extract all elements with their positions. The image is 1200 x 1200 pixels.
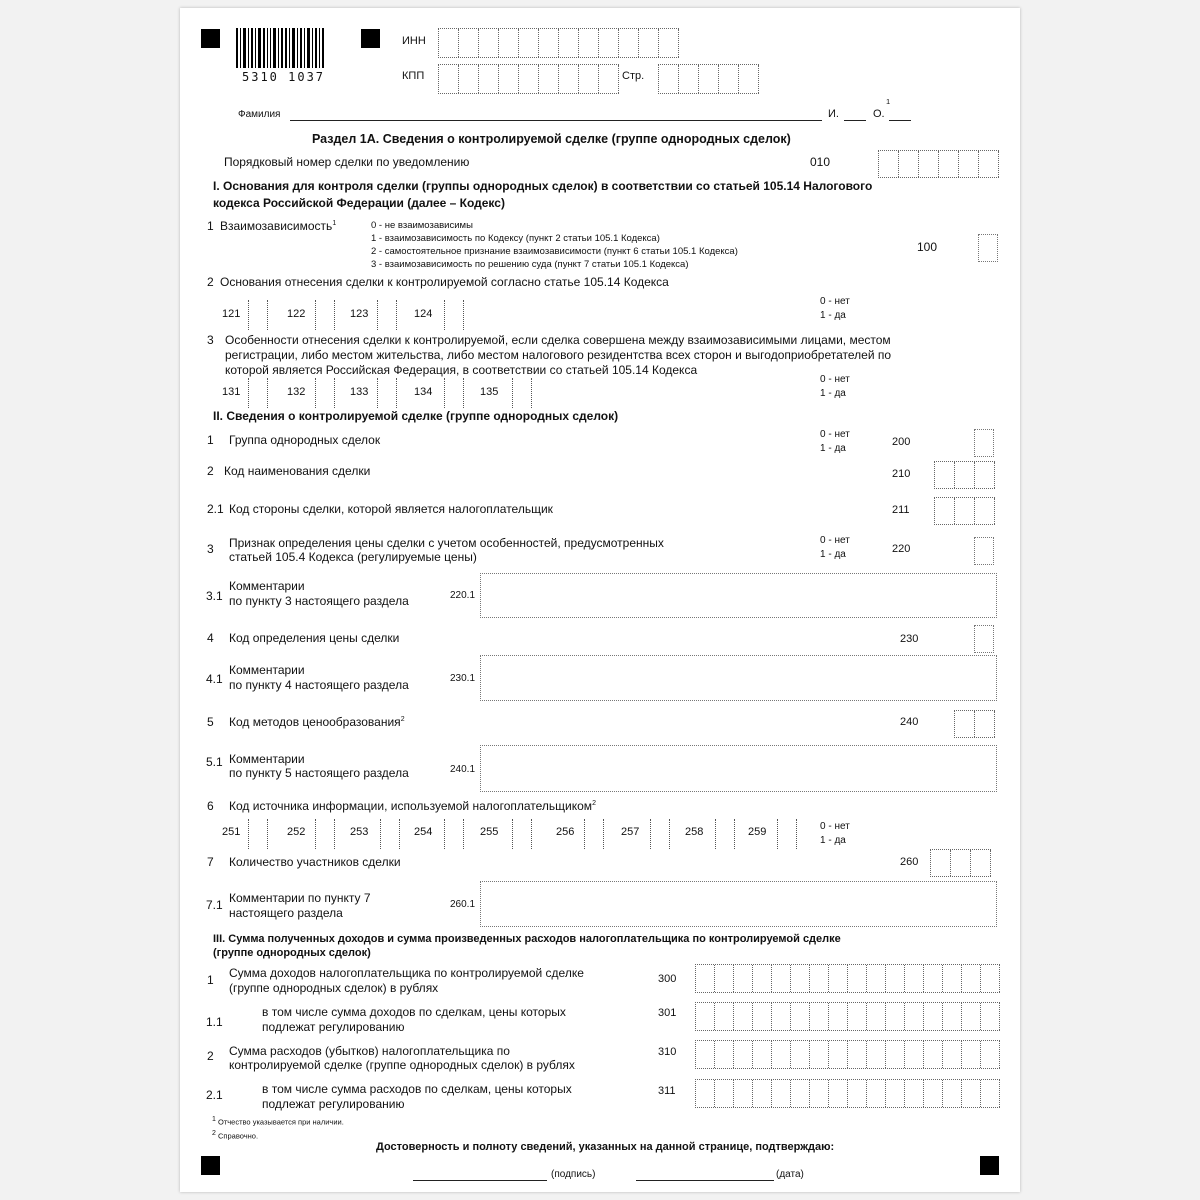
r6-field-258[interactable]	[715, 819, 735, 849]
p3-row0-number: 1	[207, 973, 214, 987]
date-field[interactable]	[636, 1180, 774, 1181]
q1-code: 100	[917, 240, 938, 254]
q3-code-131: 131	[222, 386, 241, 398]
kpp-label: КПП	[402, 70, 425, 82]
q2-code-123: 123	[350, 308, 369, 320]
p3-row2-amount-field[interactable]	[695, 1040, 1000, 1069]
surname-label: Фамилия	[238, 109, 281, 120]
r6-field-255[interactable]	[512, 819, 532, 849]
p3-row2-code: 310	[658, 1046, 677, 1058]
barcode	[236, 28, 326, 68]
r7-code: 260	[900, 856, 919, 868]
section-title: Раздел 1А. Сведения о контролируемой сделке (группе однородных сделок)	[312, 132, 791, 146]
r6-code-255: 255	[480, 826, 499, 838]
date-label: (дата)	[776, 1169, 804, 1180]
r6-field-252[interactable]	[315, 819, 335, 849]
r21-code: 211	[892, 504, 910, 516]
r31-comment-field[interactable]	[480, 573, 997, 618]
barcode-number: 5310 1037	[242, 70, 326, 84]
confirmation-text: Достоверность и полноту сведений, указанных на данной странице, подтверждаю:	[376, 1141, 835, 1153]
r3-legend-no: 0 - нет	[820, 535, 850, 546]
p3-row0-line1: Сумма доходов налогоплательщика по контролируемой сделке	[229, 966, 584, 980]
r2-field[interactable]	[934, 461, 995, 489]
r4-field[interactable]	[974, 625, 994, 653]
part2-title: II. Сведения о контролируемой сделке (группе однородных сделок)	[213, 409, 619, 423]
q3-code-134: 134	[414, 386, 433, 398]
p3-row3-code: 311	[658, 1085, 676, 1097]
registration-mark-top-center	[361, 29, 380, 48]
q2-legend-yes: 1 - да	[820, 310, 846, 321]
r6-legend-yes: 1 - да	[820, 835, 846, 846]
r6-number: 6	[207, 799, 214, 813]
r51-line1: Комментарии	[229, 752, 305, 766]
q3-code-135: 135	[480, 386, 499, 398]
p3-row3-amount-field[interactable]	[695, 1079, 1000, 1108]
initial-i-label: И.	[828, 108, 839, 120]
signature-field[interactable]	[413, 1180, 547, 1181]
r3-legend-yes: 1 - да	[820, 549, 846, 560]
r71-code: 260.1	[450, 899, 476, 910]
q2-number: 2	[207, 275, 214, 289]
r21-label: Код стороны сделки, которой является налогоплательщик	[229, 502, 553, 516]
q3-legend-no: 0 - нет	[820, 374, 850, 385]
r3-code: 220	[892, 543, 911, 555]
r6-code-259: 259	[748, 826, 767, 838]
q3-line1: Особенности отнесения сделки к контролируемой, если сделка совершена между взаимозависимыми лицами, местом	[225, 333, 891, 347]
registration-mark-bottom-left	[201, 1156, 220, 1175]
q3-code-133: 133	[350, 386, 369, 398]
r41-number: 4.1	[206, 672, 223, 686]
r6-field-259[interactable]	[777, 819, 797, 849]
r51-code: 240.1	[450, 764, 476, 775]
page-number-field[interactable]	[658, 64, 759, 94]
registration-mark-top-left	[201, 29, 220, 48]
r6-field-253[interactable]	[380, 819, 400, 849]
p3-row3-line2: подлежат регулированию	[262, 1097, 405, 1111]
r1-legend-no: 0 - нет	[820, 429, 850, 440]
p3-row2-line1: Сумма расходов (убытков) налогоплательщика по	[229, 1044, 510, 1058]
r6-code-258: 258	[685, 826, 704, 838]
q2-code-121: 121	[222, 308, 241, 320]
part3-title-line1: III. Сумма полученных доходов и сумма произведенных расходов налогоплательщика по контролируемой сделке	[213, 933, 841, 945]
r2-label: Код наименования сделки	[224, 464, 371, 478]
r21-number: 2.1	[207, 502, 224, 516]
r31-line2: по пункту 3 настоящего раздела	[229, 594, 409, 608]
r7-label: Количество участников сделки	[229, 855, 401, 869]
q3-field-133[interactable]	[377, 378, 397, 408]
order-number-field[interactable]	[878, 150, 999, 178]
q2-field-122[interactable]	[315, 300, 335, 330]
q1-label: Взаимозависимость$^1$	[220, 219, 337, 233]
r5-number: 5	[207, 715, 214, 729]
r4-number: 4	[207, 631, 214, 645]
p3-row1-number: 1.1	[206, 1015, 223, 1029]
initials-footnote-mark: 1	[886, 97, 891, 106]
r1-label: Группа однородных сделок	[229, 433, 381, 447]
q2-label: Основания отнесения сделки к контролируемой согласно статье 105.14 Кодекса	[220, 275, 669, 289]
q2-code-122: 122	[287, 308, 306, 320]
r6-label: Код источника информации, используемой налогоплательщиком$^2$	[229, 799, 596, 813]
r6-field-256[interactable]	[584, 819, 604, 849]
p3-row0-line2: (группе однородных сделок) в рублях	[229, 981, 439, 995]
r31-number: 3.1	[206, 589, 223, 603]
q1-option-3: 3 - взаимозависимость по решению суда (пункт 7 статьи 105.1 Кодекса)	[371, 259, 689, 270]
footnote-2: 2 Справочно.	[212, 1130, 259, 1141]
surname-field[interactable]	[290, 120, 822, 121]
form-sheet	[180, 8, 1020, 1192]
r6-code-252: 252	[287, 826, 306, 838]
r1-number: 1	[207, 433, 214, 447]
p3-row3-line1: в том числе сумма расходов по сделкам, цены которых	[262, 1082, 572, 1096]
r2-number: 2	[207, 464, 214, 478]
p3-row2-line2: контролируемой сделке (группе однородных сделок) в рублях	[229, 1058, 575, 1072]
q2-field-121[interactable]	[248, 300, 268, 330]
p3-row2-number: 2	[207, 1049, 214, 1063]
r71-line1: Комментарии по пункту 7	[229, 891, 371, 905]
r71-number: 7.1	[206, 898, 223, 912]
q2-field-124[interactable]	[444, 300, 464, 330]
registration-mark-bottom-right	[980, 1156, 999, 1175]
r6-field-257[interactable]	[650, 819, 670, 849]
q3-field-132[interactable]	[315, 378, 335, 408]
q3-field-134[interactable]	[444, 378, 464, 408]
q1-option-2: 2 - самостоятельное признание взаимозависимости (пункт 6 статьи 105.1 Кодекса)	[371, 246, 738, 257]
p3-row1-line1: в том числе сумма доходов по сделкам, цены которых	[262, 1005, 566, 1019]
inn-field[interactable]	[438, 28, 679, 58]
p3-row0-code: 300	[658, 973, 677, 985]
r51-line2: по пункту 5 настоящего раздела	[229, 766, 409, 780]
r6-field-254[interactable]	[444, 819, 464, 849]
r1-code: 200	[892, 436, 911, 448]
r4-label: Код определения цены сделки	[229, 631, 400, 645]
r2-code: 210	[892, 468, 911, 480]
r1-legend-yes: 1 - да	[820, 443, 846, 454]
r6-code-257: 257	[621, 826, 640, 838]
r5-code: 240	[900, 716, 919, 728]
p3-row1-code: 301	[658, 1007, 677, 1019]
q3-field-131[interactable]	[248, 378, 268, 408]
r6-code-253: 253	[350, 826, 369, 838]
q1-field[interactable]	[978, 234, 998, 262]
r41-code: 230.1	[450, 673, 476, 684]
r31-code: 220.1	[450, 590, 476, 601]
footnote-1: 1 Отчество указывается при наличии.	[212, 1116, 344, 1127]
p3-row1-amount-field[interactable]	[695, 1002, 1000, 1031]
order-number-code: 010	[810, 155, 831, 169]
q3-code-132: 132	[287, 386, 306, 398]
r6-code-256: 256	[556, 826, 575, 838]
r41-line2: по пункту 4 настоящего раздела	[229, 678, 409, 692]
r3-field[interactable]	[974, 537, 994, 565]
r7-field[interactable]	[930, 849, 991, 877]
r71-comment-field[interactable]	[480, 881, 997, 927]
initial-o-label: О.	[873, 108, 885, 120]
part1-title-line1: I. Основания для контроля сделки (группы однородных сделок) в соответствии со статьей 105.14 Налогового	[213, 179, 873, 193]
r6-code-251: 251	[222, 826, 241, 838]
r71-line2: настоящего раздела	[229, 906, 343, 920]
r6-code-254: 254	[414, 826, 433, 838]
q3-field-135[interactable]	[512, 378, 532, 408]
q3-line2: регистрации, либо местом жительства, либо местом налогового резидентства всех сторон и выгодоприобретателей по	[225, 348, 892, 362]
initial-i-field[interactable]	[844, 120, 866, 121]
r51-number: 5.1	[206, 755, 223, 769]
r3-line2: статьей 105.4 Кодекса (регулируемые цены)	[229, 550, 477, 564]
part1-title-line2: кодекса Российской Федерации (далее – Кодекс)	[213, 196, 505, 210]
q1-number: 1	[207, 219, 214, 233]
inn-label: ИНН	[402, 35, 426, 47]
r41-comment-field[interactable]	[480, 655, 997, 701]
r4-code: 230	[900, 633, 919, 645]
order-number-label: Порядковый номер сделки по уведомлению	[224, 155, 470, 169]
q3-legend-yes: 1 - да	[820, 388, 846, 399]
r41-line1: Комментарии	[229, 663, 305, 677]
p3-row1-line2: подлежат регулированию	[262, 1020, 405, 1034]
r1-field[interactable]	[974, 429, 994, 457]
q2-legend-no: 0 - нет	[820, 296, 850, 307]
r6-legend-no: 0 - нет	[820, 821, 850, 832]
q2-field-123[interactable]	[377, 300, 397, 330]
r5-label: Код методов ценообразования$^2$	[229, 715, 405, 729]
r6-field-251[interactable]	[248, 819, 268, 849]
r51-comment-field[interactable]	[480, 745, 997, 792]
q3-number: 3	[207, 333, 214, 347]
r3-number: 3	[207, 542, 214, 556]
q1-option-1: 1 - взаимозависимость по Кодексу (пункт 2 статьи 105.1 Кодекса)	[371, 233, 660, 244]
q2-code-124: 124	[414, 308, 433, 320]
q1-option-0: 0 - не взаимозависимы	[371, 220, 473, 231]
page-label: Стр.	[622, 70, 645, 82]
initial-o-field[interactable]	[889, 120, 911, 121]
r7-number: 7	[207, 855, 214, 869]
r31-line1: Комментарии	[229, 579, 305, 593]
r5-field[interactable]	[954, 710, 995, 738]
q3-line3: которой является Российская Федерация, в соответствии со статьей 105.14 Кодекса	[225, 363, 698, 377]
p3-row3-number: 2.1	[206, 1088, 223, 1102]
part3-title-line2: (группе однородных сделок)	[213, 947, 371, 959]
kpp-field[interactable]	[438, 64, 619, 94]
p3-row0-amount-field[interactable]	[695, 964, 1000, 993]
signature-label: (подпись)	[551, 1169, 596, 1180]
r21-field[interactable]	[934, 497, 995, 525]
r3-line1: Признак определения цены сделки с учетом особенностей, предусмотренных	[229, 536, 664, 550]
